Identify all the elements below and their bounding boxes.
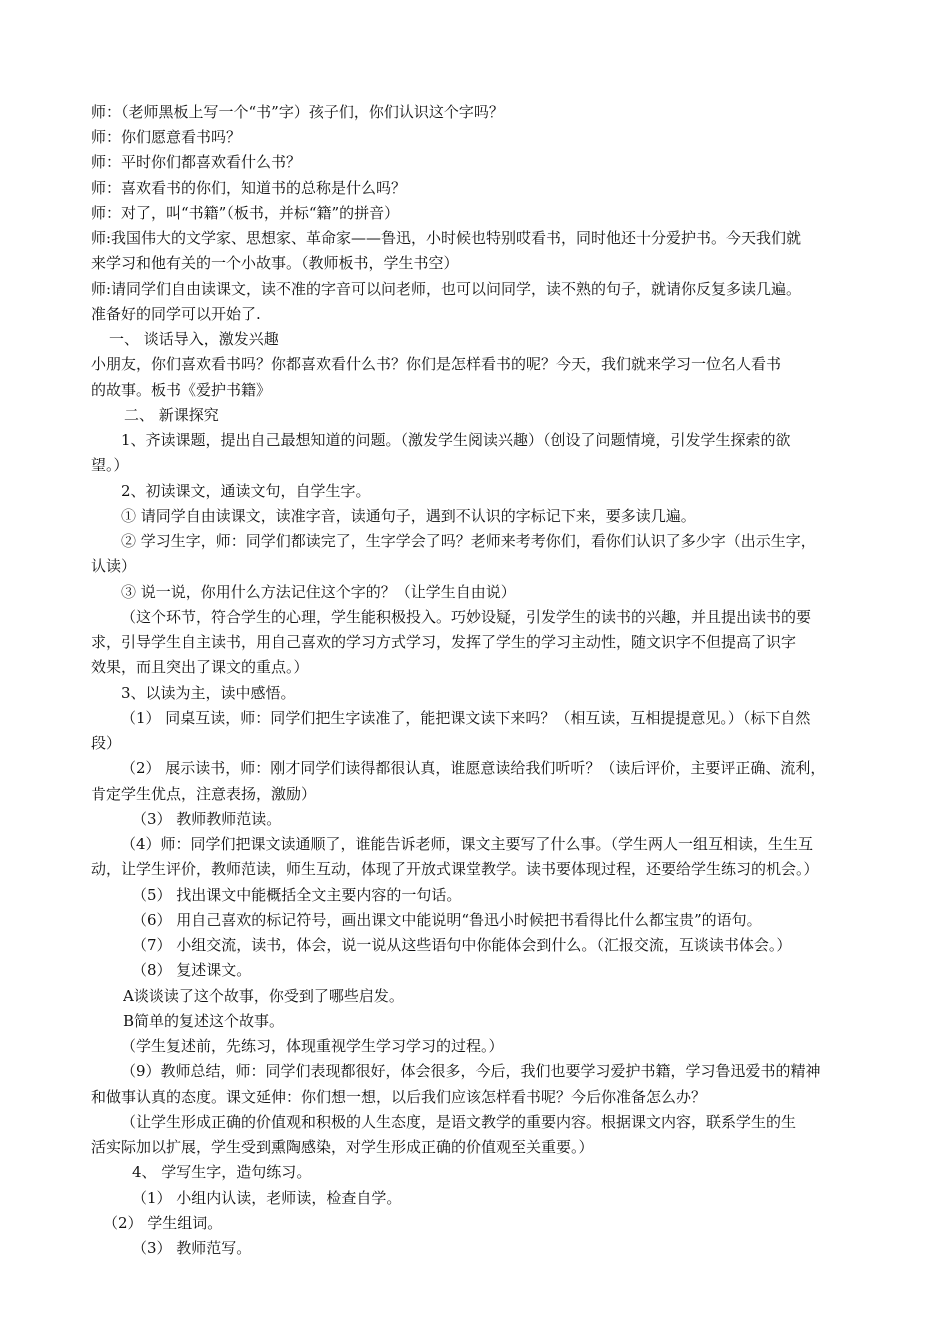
text-line: 二、 新课探究: [124, 406, 219, 424]
text-line: （6） 用自己喜欢的标记符号，画出课文中能说明“鲁迅小时候把书看得比什么都宝贵”的语句。: [132, 911, 762, 929]
text-line: 师:请同学们自由读课文，读不准的字音可以问老师，也可以问同学，读不熟的句子，就请你反复多读几遍。: [91, 280, 802, 298]
text-line: ③ 说一说，你用什么方法记住这个字的？（让学生自由说）: [121, 583, 516, 601]
text-line: 一、 谈话导入，激发兴趣: [109, 330, 279, 348]
text-line: 的故事。板书《爱护书籍》: [91, 381, 272, 399]
text-line: ② 学习生字，师：同学们都读完了，生字学会了吗？老师来考考你们，看你们认识了多少字（出示生字，: [121, 532, 816, 550]
text-line: 师:我国伟大的文学家、思想家、革命家——鲁迅，小时候也特别哎看书，同时他还十分爱护书。今天我们就: [91, 229, 802, 247]
text-line: ① 请同学自由读课文，读准字音，读通句子，遇到不认识的字标记下来，要多读几遍。: [121, 507, 696, 525]
text-line: B简单的复述这个故事。: [123, 1012, 285, 1030]
text-line: （8） 复述课文。: [132, 961, 252, 979]
text-line: 和做事认真的态度。课文延伸：你们想一想，以后我们应该怎样看书呢？今后你准备怎么办？: [91, 1088, 707, 1106]
text-line: 活实际加以扩展，学生受到熏陶感染，对学生形成正确的价值观至关重要。）: [91, 1138, 594, 1156]
text-line: （5） 找出课文中能概括全文主要内容的一句话。: [132, 886, 462, 904]
text-line: 师：喜欢看书的你们，知道书的总称是什么吗？: [91, 179, 407, 197]
text-line: 望。）: [91, 456, 129, 474]
text-line: 师：对了，叫“书籍”（板书，并标“籍”的拼音）: [91, 204, 400, 222]
text-line: 小朋友，你们喜欢看书吗？你都喜欢看什么书？你们是怎样看书的呢？今天，我们就来学习一位名人看书: [91, 355, 782, 373]
text-line: （7） 小组交流，读书，体会，说一说从这些语句中你能体会到什么。（汇报交流，互谈读书体会。）: [132, 936, 792, 954]
text-line: （这个环节，符合学生的心理，学生能积极投入。巧妙设疑，引发学生的读书的兴趣，并且提出读书的要: [121, 608, 812, 626]
text-line: 准备好的同学可以开始了.: [91, 305, 261, 323]
text-line: 段）: [91, 734, 122, 752]
text-line: 师：平时你们都喜欢看什么书？: [91, 153, 302, 171]
text-line: 效果，而且突出了课文的重点。）: [91, 658, 309, 676]
text-line: 来学习和他有关的一个小故事。（教师板书，学生书空）: [91, 254, 459, 272]
text-line: （2） 学生组词。: [103, 1214, 223, 1232]
text-line: （让学生形成正确的价值观和积极的人生态度，是语文教学的重要内容。根据课文内容，联系学生的生: [121, 1113, 797, 1131]
text-line: （1） 小组内认读，老师读，检查自学。: [132, 1189, 402, 1207]
text-line: A谈谈读了这个故事，你受到了哪些启发。: [123, 987, 404, 1005]
text-line: 认读）: [91, 557, 137, 575]
text-line: 2、初读课文，通读文句，自学生字。: [121, 482, 371, 500]
text-line: 师：你们愿意看书吗？: [91, 128, 242, 146]
text-line: （3） 教师教师范读。: [132, 810, 282, 828]
text-line: （4）师：同学们把课文读通顺了，谁能告诉老师，课文主要写了什么事。（学生两人一组互相读，生生互: [121, 835, 814, 853]
text-line: 求，引导学生自主读书，用自己喜欢的学习方式学习，发挥了学生的学习主动性，随文识字不但提高了识字: [91, 633, 797, 651]
text-line: 肯定学生优点，注意表扬，激励）: [91, 785, 317, 803]
text-line: 3、以读为主，读中感悟。: [121, 684, 296, 702]
text-line: 师：（老师黑板上写一个“书”字）孩子们，你们认识这个字吗？: [91, 103, 504, 121]
text-line: 4、 学写生字，造句练习。: [132, 1163, 312, 1181]
text-line: 动，让学生评价，教师范读，师生互动，体现了开放式课堂教学。读书要体现过程，还要给学生练习的机会。）: [91, 860, 819, 878]
text-line: （2） 展示读书，师：刚才同学们读得都很认真，谁愿意读给我们听听？（读后评价，主要评正确、流利，: [121, 759, 826, 777]
text-line: （9）教师总结，师：同学们表现都很好，体会很多，今后，我们也要学习爱护书籍，学习鲁迅爱书的精神: [121, 1062, 821, 1080]
text-line: （1） 同桌互读，师：同学们把生字读准了，能把课文读下来吗？（相互读，互相提提意见。）（标下自然: [121, 709, 811, 727]
text-line: 1、齐读课题，提出自己最想知道的问题。（激发学生阅读兴趣）（创设了问题情境，引发学生探索的欲: [121, 431, 791, 449]
text-line: （3） 教师范写。: [132, 1239, 252, 1257]
text-line: （学生复述前，先练习，体现重视学生学习学习的过程。）: [121, 1037, 504, 1055]
